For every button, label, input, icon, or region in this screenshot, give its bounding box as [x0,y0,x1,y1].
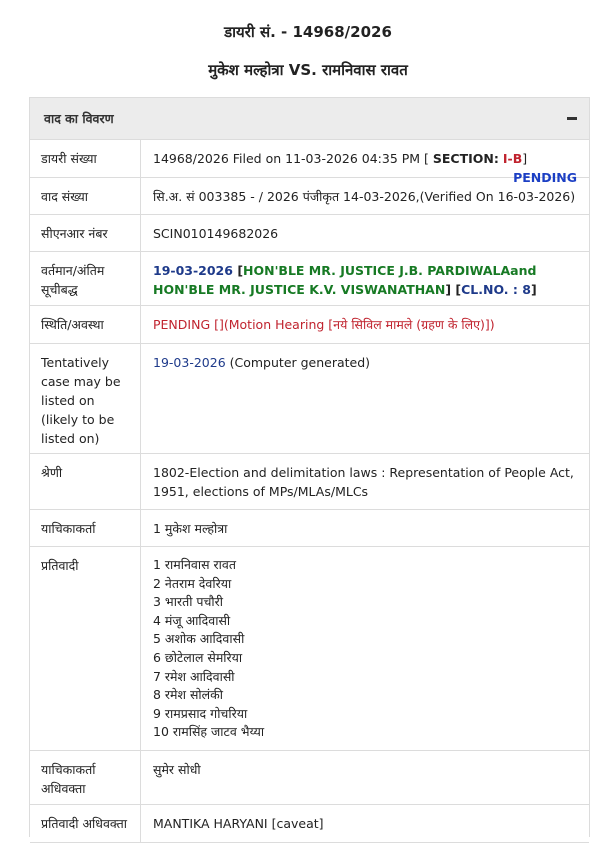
respondent-list [153,556,577,742]
label-category: श्रेणी [30,454,141,509]
tentative-label-line: listed on) [41,431,100,446]
row-category [30,454,589,510]
value-respondent-advocate: MANTIKA HARYANI [caveat] [153,816,324,831]
row-diary-number [30,140,589,185]
list-item: 1 रामनिवास रावत [153,557,236,572]
label-listing [30,252,141,305]
label-respondent-advocate: प्रतिवादी अधिवक्ता [30,805,141,842]
value-respondents [141,547,589,750]
label-case-number: वाद संख्या [30,178,141,214]
list-item: 9 रामप्रसाद गोचरिया [153,705,248,721]
case-title: मुकेश मल्होत्रा VS. रामनिवास रावत [208,61,408,79]
label-listing-line2: सूचीबद्ध [41,282,78,297]
list-item: 10 रामसिंह जाटव भैय्या [153,724,265,740]
tentative-label-line: listed on [41,393,95,408]
row-petitioner [30,510,589,547]
list-item: 5 अशोक आदिवासी [153,631,245,647]
section-label: SECTION: [432,151,499,166]
value-listing [141,252,589,305]
row-listing [30,252,589,306]
panel-header[interactable] [30,98,589,140]
value-category: 1802-Election and delimitation laws : Representation of People Act, 1951, elections of MPs/MLAs/MLCs [153,465,574,499]
list-item: 6 छोटेलाल सेमरिया [153,649,243,665]
value-status: PENDING [](Motion Hearing [नये सिविल मामले (ग्रहण के लिए)]) [153,317,495,332]
tentative-label-line: Tentatively [41,355,110,370]
row-case-number [30,178,589,215]
label-status: स्थिति/अवस्था [30,306,141,343]
label-diary-number: डायरी संख्या [30,140,141,177]
case-details-panel [29,97,590,837]
label-petitioner-advocate [30,751,141,804]
value-diary-number [141,140,589,185]
row-cnr-number [30,215,589,252]
listing-bracket-open: [ [232,263,244,278]
label-line: याचिकाकर्ता [41,762,96,777]
collapse-minus-icon[interactable] [567,117,577,120]
list-item: 8 रमेश सोलंकी [153,687,223,703]
pending-status-badge: PENDING [513,170,577,185]
section-close: ] [522,151,528,166]
list-item: 2 नेतराम देवरिया [153,575,232,591]
value-petitioner: 1 मुकेश मल्होत्रा [153,521,228,536]
diary-filed-text: 14968/2026 Filed on 11-03-2026 04:35 PM [ [153,151,433,166]
label-respondents: प्रतिवादी [30,547,141,750]
label-petitioner: याचिकाकर्ता [30,510,141,546]
list-item: 4 मंजू आदिवासी [153,612,231,628]
row-status [30,306,589,344]
list-item: 3 भारती पचौरी [153,594,224,610]
value-tentative-listing [141,344,589,453]
panel-title: वाद का विवरण [44,111,114,126]
value-case-number: सि.अ. सं 003385 - / 2026 पंजीकृत 14-03-2026,(Verified On 16-03-2026) [153,189,576,204]
row-respondents [30,547,589,751]
tentative-date: 19-03-2026 [153,355,226,370]
label-tentative-listing [30,344,141,453]
listing-bracket-close: ] [530,282,537,297]
label-line: अधिवक्ता [41,781,86,796]
label-listing-line1: वर्तमान/अंतिम [41,263,105,278]
row-tentative-listing [30,344,589,454]
section-value: I-B [502,151,523,166]
value-petitioner-advocate: सुमेर सोधी [153,762,201,777]
value-cnr-number: SCIN010149682026 [153,226,279,241]
tentative-label-line: (likely to be [41,412,115,427]
list-item: 7 रमेश आदिवासी [153,668,235,684]
tentative-label-line: case may be [41,374,121,389]
listing-cl-no: CL.NO. : 8 [461,282,531,297]
tentative-note: (Computer generated) [225,355,371,370]
row-respondent-advocate [30,805,589,843]
diary-number-title: डायरी सं. - 14968/2026 [224,23,392,41]
label-cnr-number: सीएनआर नंबर [30,215,141,251]
listing-bench: HON'BLE MR. JUSTICE J.B. PARDIWALAand HON'BLE MR. JUSTICE K.V. VISWANATHAN [153,263,537,297]
listing-bracket-mid: ] [ [445,282,462,297]
row-petitioner-advocate [30,751,589,805]
listing-date: 19-03-2026 [153,263,233,278]
